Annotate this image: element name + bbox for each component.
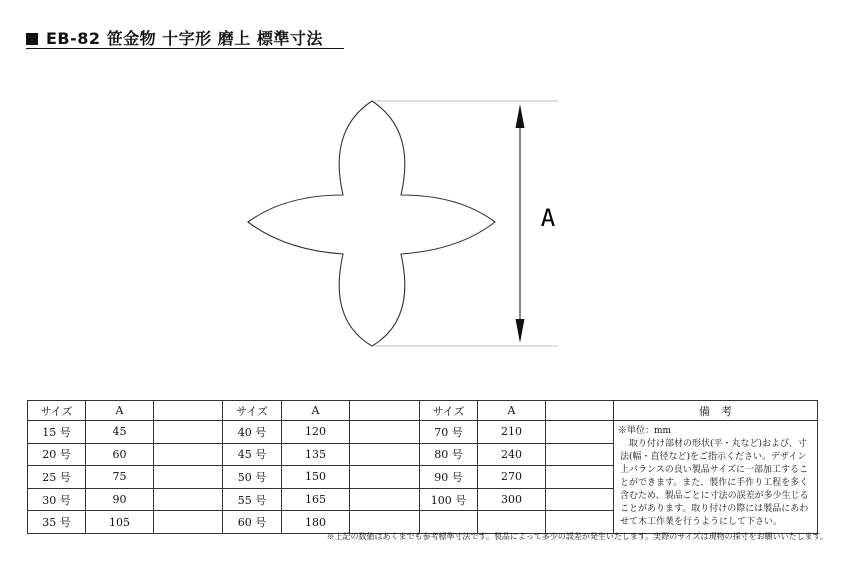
title-text: EB-82 笹金物 十字形 磨上 標準寸法 <box>46 29 323 48</box>
blank-cell <box>154 511 223 534</box>
table-row <box>28 421 818 444</box>
a-cell: 135 <box>282 443 350 466</box>
a-cell: 300 <box>478 488 546 511</box>
size-cell: 80 号 <box>420 443 478 466</box>
blank-cell <box>154 488 223 511</box>
blank-cell <box>154 443 223 466</box>
a-cell: 150 <box>282 466 350 489</box>
header-blank-1 <box>154 401 223 421</box>
size-cell: 20 号 <box>28 443 86 466</box>
blank-cell <box>350 421 420 444</box>
header-a-1: A <box>86 401 154 421</box>
blank-cell <box>546 466 614 489</box>
blank-cell <box>546 443 614 466</box>
a-cell: 90 <box>86 488 154 511</box>
a-cell: 120 <box>282 421 350 444</box>
dimension-arrow-up-icon <box>516 104 525 128</box>
notes-cell <box>614 421 818 534</box>
a-cell: 210 <box>478 421 546 444</box>
dimension-arrow-down-icon <box>516 319 525 343</box>
size-cell: 25 号 <box>28 466 86 489</box>
a-cell: 180 <box>282 511 350 534</box>
notes-remark: 取り付け部材の形状(平・丸など)および、寸法(幅・直径など)をご指示ください。デザイン上バランスの良い製品サイズに一部加工することができます。また、製作に手作り工程を多く含むため、製品ごとに寸法の誤差が多少生じることがあります。取り付けの際には製品にあわせて木工作業を行うようにして下さい。 <box>620 439 809 527</box>
size-table <box>27 400 818 534</box>
blank-cell <box>154 421 223 444</box>
dimension-label: A <box>540 204 556 232</box>
notes-unit: ※単位：mm <box>618 426 672 436</box>
size-cell: 40 号 <box>223 421 282 444</box>
blank-cell <box>350 443 420 466</box>
blank-cell <box>350 488 420 511</box>
header-blank-2 <box>350 401 420 421</box>
a-cell: 45 <box>86 421 154 444</box>
blank-cell <box>546 488 614 511</box>
size-cell: 60 号 <box>223 511 282 534</box>
header-size-1: サイズ <box>28 401 86 421</box>
blank-cell <box>350 466 420 489</box>
size-cell: 30 号 <box>28 488 86 511</box>
size-cell: 50 号 <box>223 466 282 489</box>
a-cell: 165 <box>282 488 350 511</box>
header-blank-3 <box>546 401 614 421</box>
a-cell: 240 <box>478 443 546 466</box>
size-cell: 45 号 <box>223 443 282 466</box>
header-a-3: A <box>478 401 546 421</box>
header-size-2: サイズ <box>223 401 282 421</box>
footnote: ※上記の数値はあくまでも参考標準寸法です。製品によって多少の誤差が発生いたします。実際のサイズは現物の採寸をお願いいたします。 <box>326 532 828 541</box>
header-a-2: A <box>282 401 350 421</box>
blank-cell <box>154 466 223 489</box>
a-cell: 75 <box>86 466 154 489</box>
size-cell: 90 号 <box>420 466 478 489</box>
a-cell: 60 <box>86 443 154 466</box>
blank-cell <box>546 421 614 444</box>
cross-shape-outline <box>248 101 495 346</box>
table-header-row <box>28 401 818 421</box>
size-cell: 35 号 <box>28 511 86 534</box>
size-cell: 70 号 <box>420 421 478 444</box>
header-notes: 備 考 <box>614 401 818 421</box>
a-cell: 105 <box>86 511 154 534</box>
size-cell: 100 号 <box>420 488 478 511</box>
a-cell: 270 <box>478 466 546 489</box>
size-cell: 55 号 <box>223 488 282 511</box>
header-size-3: サイズ <box>420 401 478 421</box>
size-cell: 15 号 <box>28 421 86 444</box>
